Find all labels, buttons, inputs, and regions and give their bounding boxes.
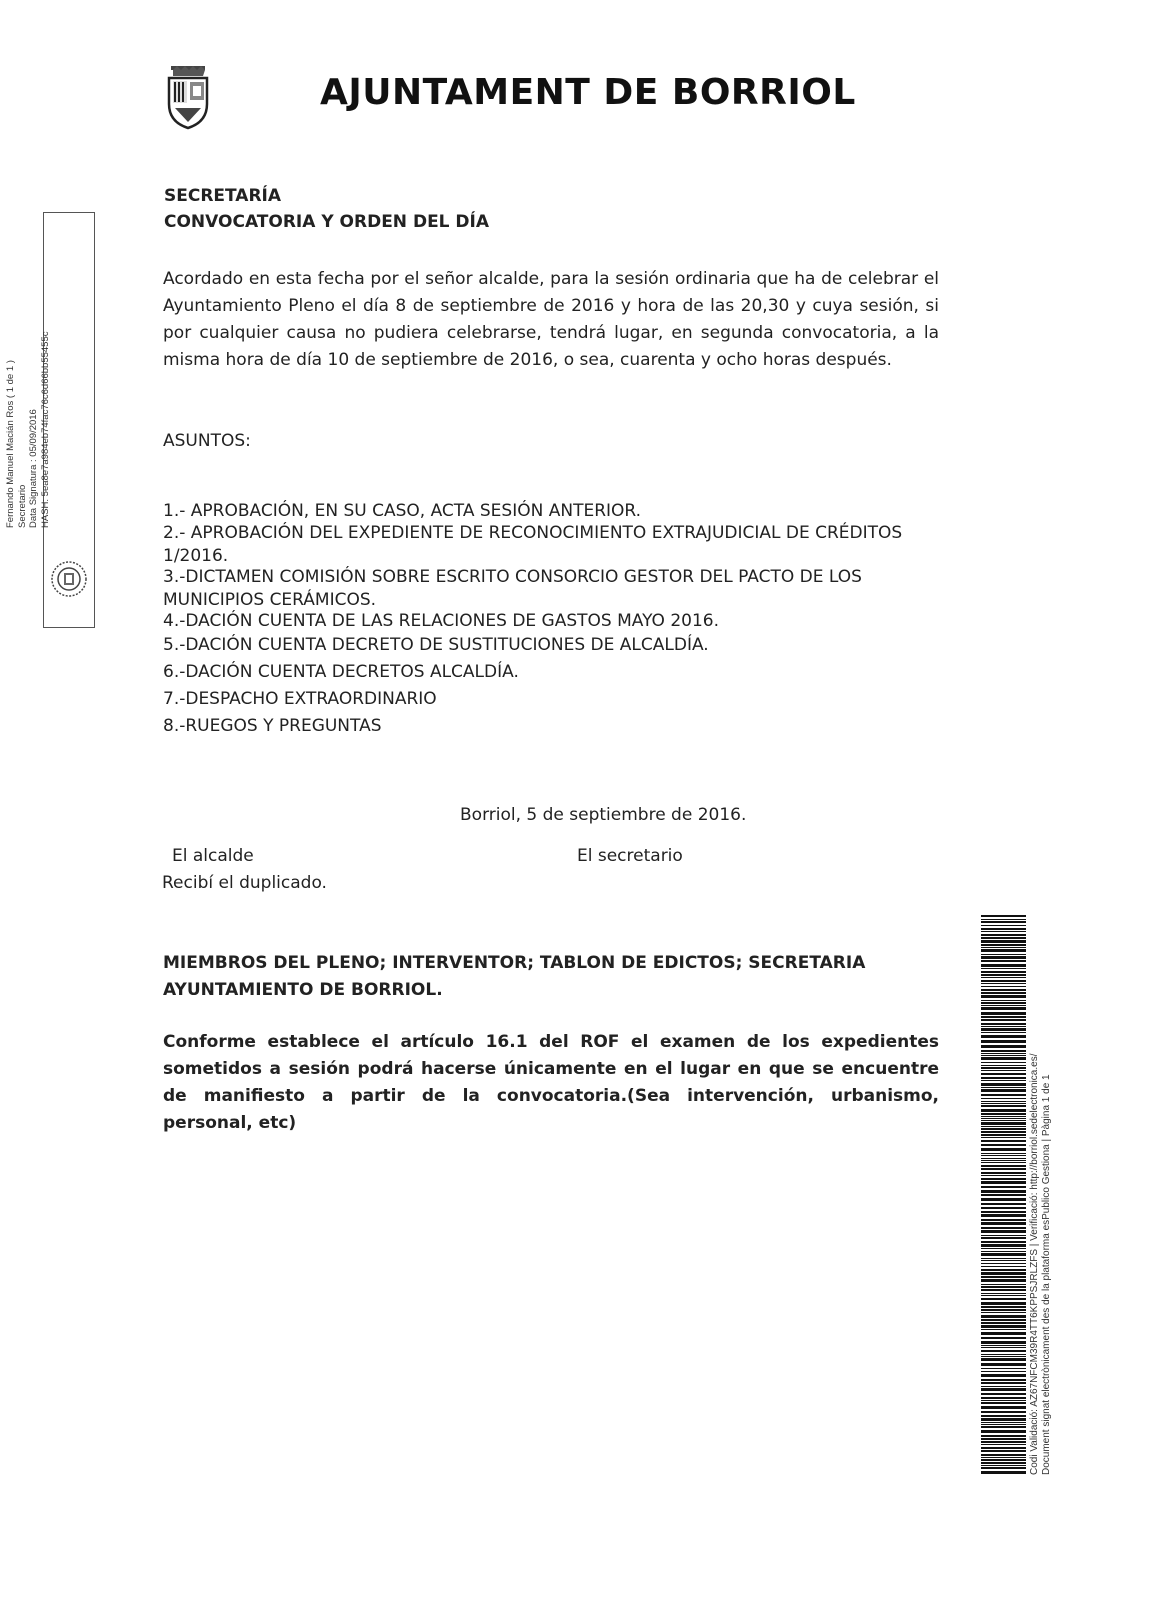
signer-role: Secretario bbox=[16, 484, 28, 528]
document-title: CONVOCATORIA Y ORDEN DEL DÍA bbox=[164, 212, 490, 232]
received-duplicate-label: Recibí el duplicado. bbox=[162, 873, 327, 893]
validation-barcode-icon bbox=[981, 915, 1026, 1475]
signature-stamp-text bbox=[5, 128, 51, 528]
agenda-item: 5.-DACIÓN CUENTA DECRETO DE SUSTITUCIONES DE ALCALDÍA. bbox=[163, 635, 709, 655]
agenda-item: 4.-DACIÓN CUENTA DE LAS RELACIONES DE GASTOS MAYO 2016. bbox=[163, 611, 719, 631]
validation-platform: Document signat electrònicament des de la plataforma esPublico Gestiona | Pàgina 1 de 1 bbox=[1041, 1074, 1052, 1475]
organization-title: AJUNTAMENT DE BORRIOL bbox=[320, 72, 856, 113]
recipients-line: MIEMBROS DEL PLENO; INTERVENTOR; TABLON DE EDICTOS; SECRETARIA bbox=[163, 953, 866, 973]
signature-date: Data Signatura : 05/09/2016 bbox=[28, 409, 39, 528]
signature-hash: HASH: 5ea8e7a984eb74fac76c6d66bb55455c bbox=[39, 331, 51, 528]
agenda-item: 2.- APROBACIÓN DEL EXPEDIENTE DE RECONOCIMIENTO EXTRAJUDICIAL DE CRÉDITOS 1/2016. bbox=[163, 523, 903, 566]
validation-text bbox=[1029, 915, 1053, 1475]
rof-notice: Conforme establece el artículo 16.1 del ROF el examen de los expedientes sometidos a sesión podrá hacerse únicamente en el lugar en que se encuentre de manifiesto a partir de la convocatoria.(Sea intervención, urbanismo, personal, etc) bbox=[163, 1032, 939, 1133]
secretary-label: El secretario bbox=[577, 846, 683, 866]
department-heading: SECRETARÍA bbox=[164, 186, 282, 206]
signer-name: Fernando Manuel Macián Ros ( 1 de 1 ) bbox=[5, 360, 16, 528]
agenda-item: 3.-DICTAMEN COMISIÓN SOBRE ESCRITO CONSORCIO GESTOR DEL PACTO DE LOS MUNICIPIOS CERÁMICOS. bbox=[163, 567, 862, 610]
place-date: Borriol, 5 de septiembre de 2016. bbox=[460, 805, 747, 825]
agenda-item: 8.-RUEGOS Y PREGUNTAS bbox=[163, 716, 382, 736]
validation-code: Codi Validació: AZ67NFCM39R4TT6KPPSJRLZFS | Verificació: http://borriol.sedelectronica.es/ bbox=[1029, 1053, 1040, 1475]
agenda-item: 1.- APROBACIÓN, EN SU CASO, ACTA SESIÓN ANTERIOR. bbox=[163, 501, 642, 521]
intro-paragraph: Acordado en esta fecha por el señor alcalde, para la sesión ordinaria que ha de celebrar el Ayuntamiento Pleno el día 8 de septiembre de 2016 y hora de las 20,30 y cuya sesión, si por cualquier causa no pudiera celebrarse, tendrá lugar, en segunda convocatoria, a la misma hora de día 10 de septiembre de 2016, o sea, cuarenta y ocho horas después. bbox=[163, 269, 939, 370]
asuntos-label: ASUNTOS: bbox=[163, 431, 251, 451]
municipal-crest-icon bbox=[165, 64, 211, 130]
agenda-item: 7.-DESPACHO EXTRAORDINARIO bbox=[163, 689, 437, 709]
agenda-item: 6.-DACIÓN CUENTA DECRETOS ALCALDÍA. bbox=[163, 662, 519, 682]
digital-signature-seal-icon bbox=[49, 559, 89, 599]
mayor-label: El alcalde bbox=[172, 846, 254, 866]
recipients-line: AYUNTAMIENTO DE BORRIOL. bbox=[163, 980, 443, 1000]
